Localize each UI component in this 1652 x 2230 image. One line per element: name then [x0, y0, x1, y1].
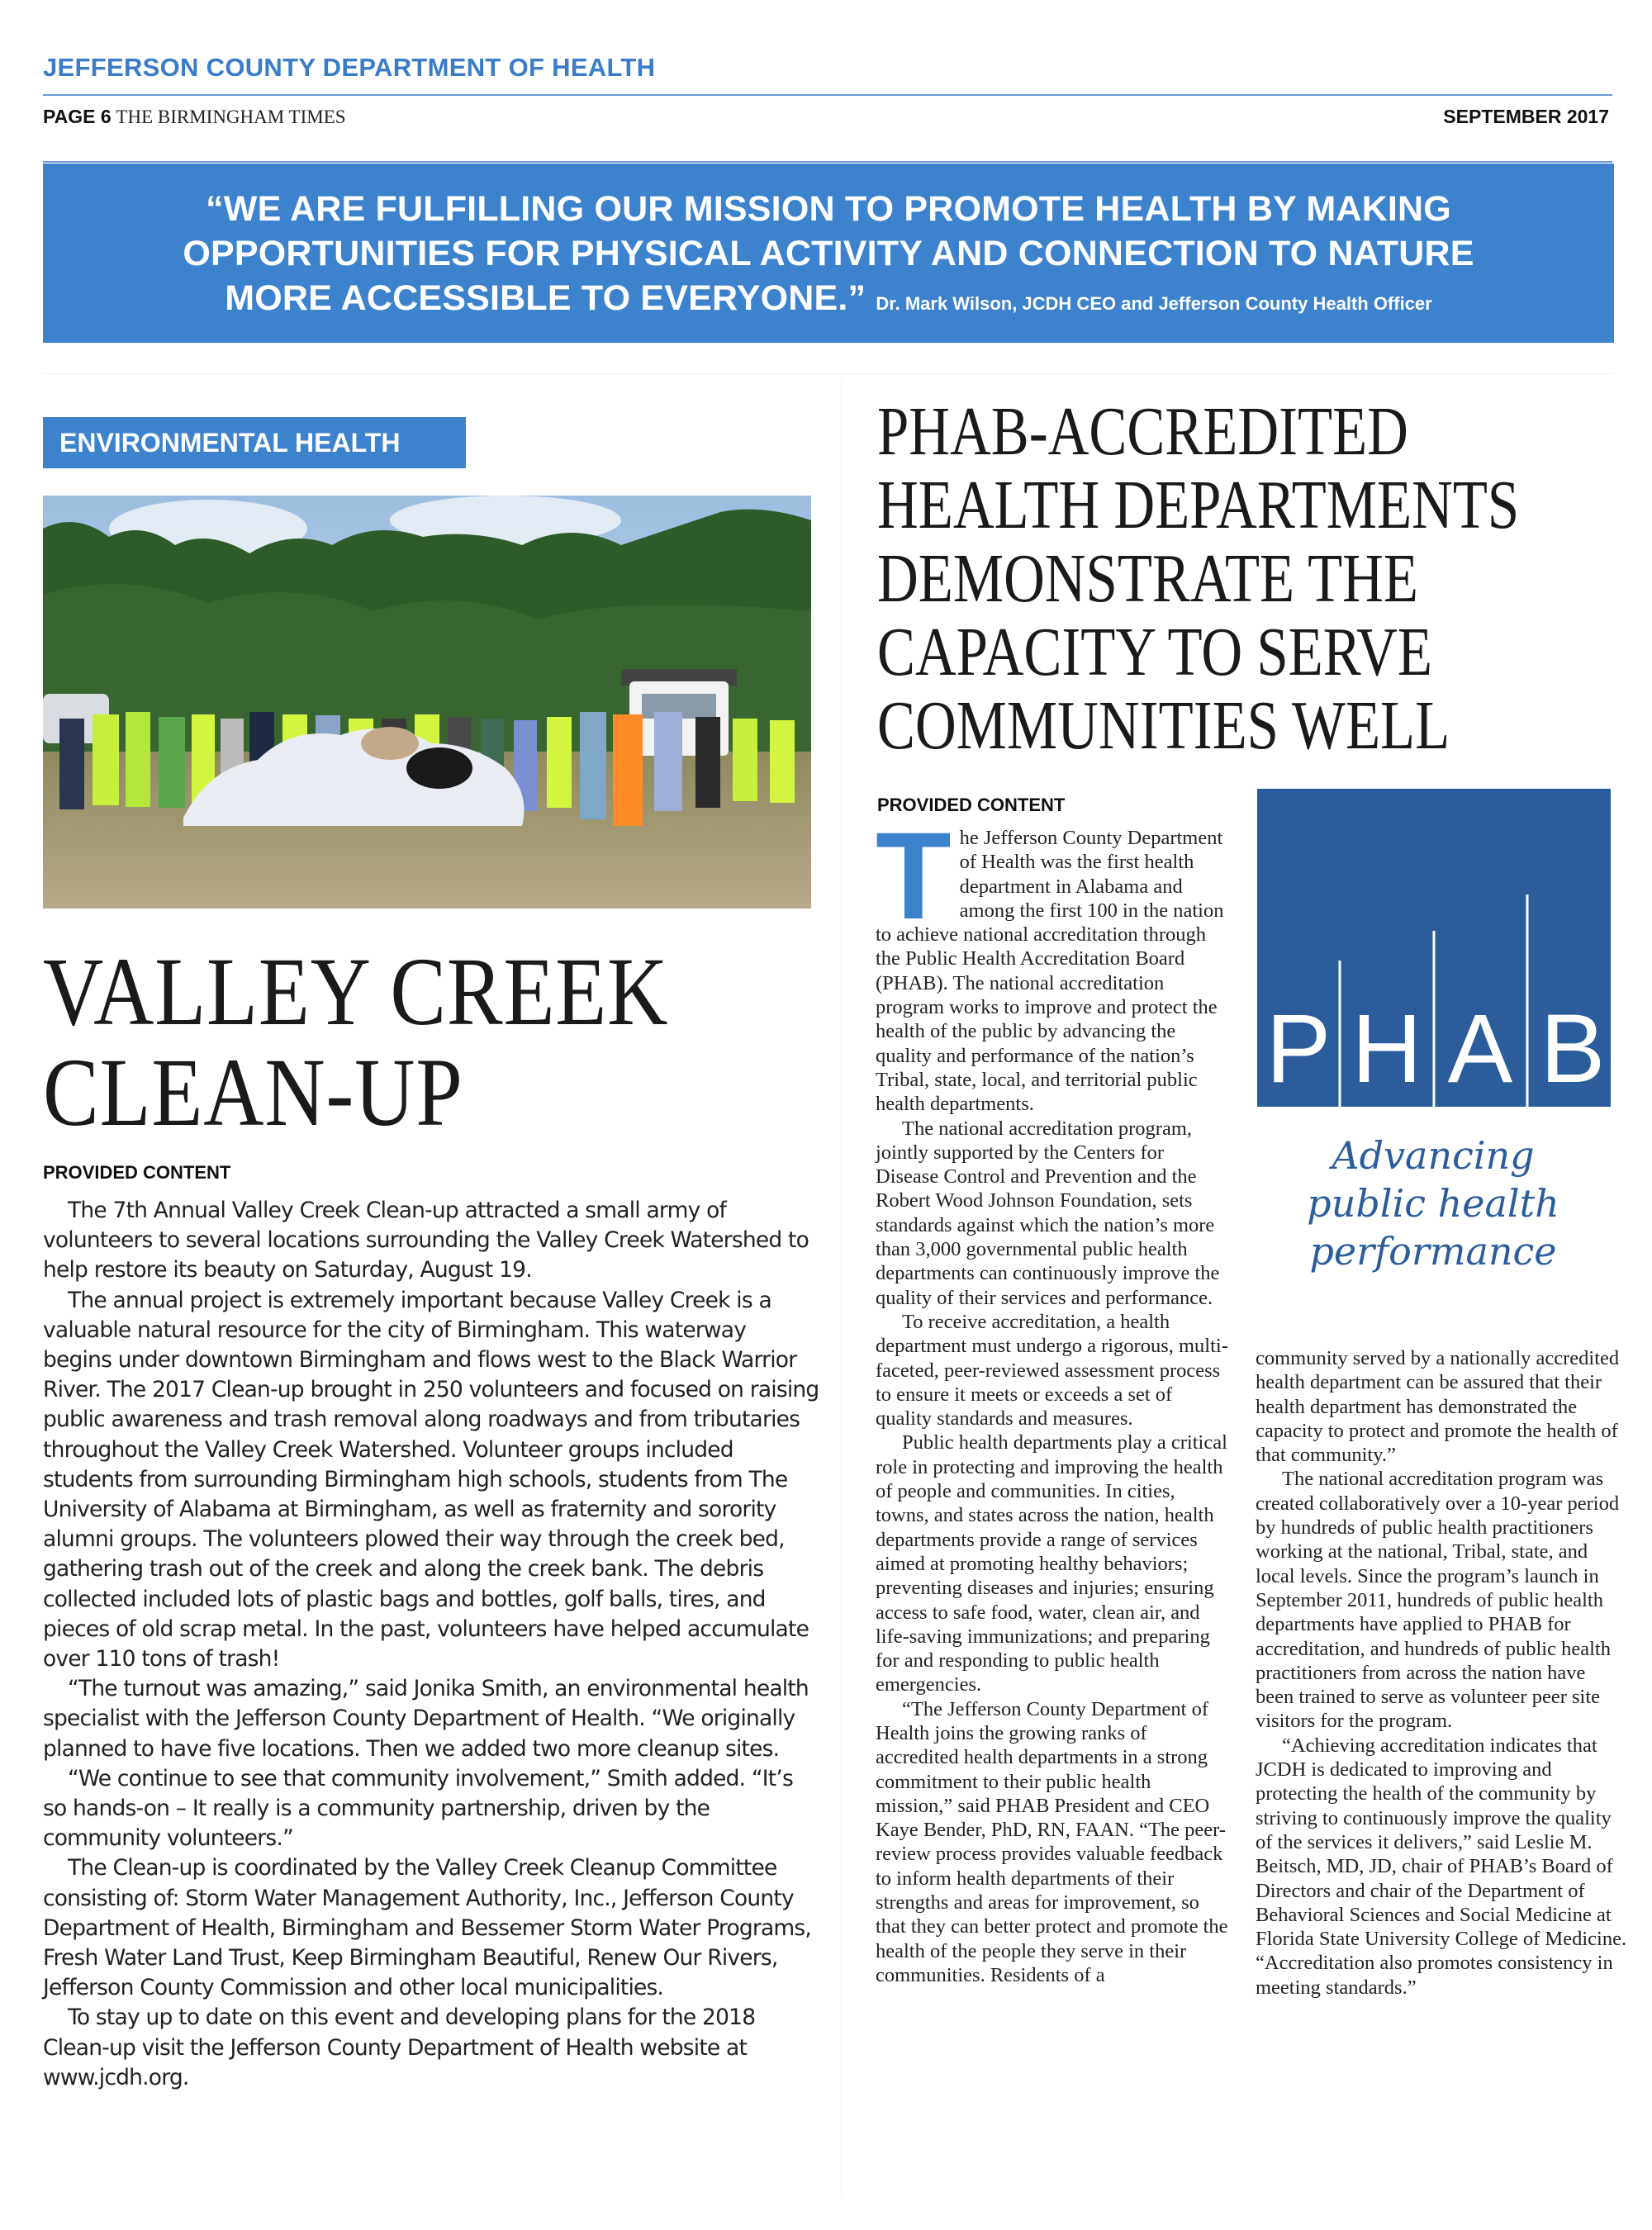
banner-quote-end: MORE ACCESSIBLE TO EVERYONE.” — [225, 278, 866, 318]
banner-quote-line: OPPORTUNITIES FOR PHYSICAL ACTIVITY AND CONNECTION TO NATURE — [183, 234, 1474, 273]
header-rule — [43, 94, 1612, 96]
tagline-line: public health — [1307, 1181, 1559, 1226]
paragraph: The 7th Annual Valley Creek Clean-up attracted a small army of volunteers to several locations surrounding the Valley Creek Watershed to help restore its beauty on Saturday, August 19. — [43, 1198, 809, 1283]
paragraph: “The Jefferson County Department of Health joins the growing ranks of accredited health departments in a strong commitment to their public health mission,” said PHAB President and CEO Kaye Bender, PhD, RN, FAAN. “The peer-review process provides valuable feedback to inform health departments of their strengths and areas for improvement, so that they can better protect and promote the health of the people they serve in their communities. Residents of a — [876, 1697, 1228, 1986]
page-number: PAGE 6 — [43, 106, 112, 127]
byline: PROVIDED CONTENT — [43, 1162, 231, 1183]
phab-logo-mark — [1257, 789, 1611, 1107]
paragraph-text: he Jefferson County Department of Health was the first health department in Alabama and among the first 100 in the nation to achieve national accreditation through the Public Health Accreditation Board (PHAB). The national accreditation program works to improve and protect the health of the public by advancing the quality and performance of the nation’s Tribal, state, local, and territorial public health departments. — [876, 827, 1224, 1116]
phab-logo — [1257, 789, 1611, 1107]
article-body — [43, 1196, 819, 2093]
publication-name: THE BIRMINGHAM TIMES — [116, 107, 346, 127]
column-divider — [841, 380, 842, 2197]
cleanup-photo — [43, 496, 811, 909]
headline-line: DEMONSTRATE THE — [877, 540, 1419, 617]
issue-date: SEPTEMBER 2017 — [1443, 106, 1609, 127]
paragraph: “We continue to see that community involvement,” Smith added. “It’s so hands-on – It really is a community partnership, driven by the community volunteers.” — [43, 1765, 794, 1852]
byline: PROVIDED CONTENT — [877, 795, 1066, 815]
black-trash-bag — [406, 747, 472, 789]
folio — [43, 106, 346, 128]
photo-illustration — [43, 496, 811, 909]
headline-line: VALLEY CREEK — [43, 937, 669, 1046]
debris — [361, 727, 419, 760]
logo-letter: A — [1447, 994, 1513, 1103]
paragraph: Public health departments play a critical role in protecting and improving the health of people and communities. In cities, towns, and states across the nation, health departments provide a range of services aimed at promoting healthy behaviors; preventing diseases and injuries; ensuring access to safe food, water, clean air, and life-saving immunizations; and preparing for and responding to public health emergencies. — [876, 1431, 1227, 1696]
paragraph: “Achieving accreditation indicates that JCDH is dedicated to improving and protecting the health of the community by striving to continuously improve the quality of the services it delivers,” said Leslie M. Beitsch, MD, JD, chair of PHAB’s Board of Directors and chair of the Department of Behavioral Sciences and Social Medicine at Florida State University College of Medicine. “Accreditation also promotes consistency in meeting standards.” — [1256, 1734, 1627, 1999]
banner-attribution: Dr. Mark Wilson, JCDH CEO and Jefferson County Health Officer — [876, 293, 1432, 314]
header-rule-lower — [43, 161, 1612, 163]
headline-line: HEALTH DEPARTMENTS — [877, 467, 1520, 543]
paragraph: The annual project is extremely important because Valley Creek is a valuable natural resource for the city of Birmingham. This waterway begins under downtown Birmingham and flows west to the Black Warrior River. The 2017 Clean-up brought in 250 volunteers and focused on raising public awareness and trash removal along roadways and from tributaries throughout the Valley Creek Watershed. Volunteer groups included students from surrounding Birmingham high schools, students from The University of Alabama at Birmingham, as well as fraternity and sorority alumni groups. The volunteers plowed their way through the creek bed, gathering trash out of the creek and along the creek bank. The debris collected included lots of plastic bags and bottles, golf balls, tires, and pieces of old scrap metal. In the past, volunteers have helped accumulate over 110 tons of trash! — [43, 1287, 819, 1672]
section-divider — [43, 373, 1612, 374]
paragraph: “The turnout was amazing,” said Jonika Smith, an environmental health specialist with the Jefferson County Department of Health. “We originally planned to have five locations. Then we added two more cleanup sites. — [43, 1676, 809, 1762]
headline-line: COMMUNITIES WELL — [877, 687, 1450, 764]
tagline-line: Advancing — [1332, 1133, 1535, 1178]
headline-line: CLEAN-UP — [43, 1038, 463, 1146]
quote-banner — [43, 164, 1614, 343]
drop-cap: T — [876, 806, 952, 945]
article-headline — [43, 937, 718, 1146]
paragraph: To receive accreditation, a health department must undergo a rigorous, multi-faceted, peer-reviewed assessment process to ensure it meets or exceeds a set of quality standards and measures. — [876, 1310, 1228, 1431]
logo-letter: P — [1265, 994, 1332, 1103]
banner-quote-line: “WE ARE FULFILLING OUR MISSION TO PROMOTE HEALTH BY MAKING — [206, 189, 1451, 229]
paragraph: The national accreditation program, jointly supported by the Centers for Disease Control and Prevention and the Robert Wood Johnson Foundation, sets standards against which the nation’s more than 3,000 governmental public health departments can continuously improve the quality of their services and performance. — [876, 1117, 1220, 1309]
logo-letter: B — [1540, 994, 1606, 1103]
phab-headline — [877, 395, 1527, 762]
headline-line: CAPACITY TO SERVE — [877, 614, 1432, 690]
banner-quote-line — [43, 276, 1614, 326]
phab-tagline — [1256, 1132, 1611, 1275]
phab-body-column-1 — [876, 806, 1231, 1987]
paragraph: community served by a nationally accredited health department can be assured that their health department has demonstrated the capacity to protect and promote the health of that community.” — [1256, 1347, 1620, 1467]
paragraph: The Clean-up is coordinated by the Valley Creek Cleanup Committee consisting of: Storm Water Management Authority, Inc., Jefferson County Department of Health, Birmingham and Bessemer Storm Water Programs, Fresh Water Land Trust, Keep Birmingham Beautiful, Renew Our Rivers, Jefferson County Commission and other local municipalities. — [43, 1855, 812, 2001]
phab-body-column-2 — [1256, 1346, 1627, 2000]
section-tag: ENVIRONMENTAL HEALTH — [43, 417, 466, 468]
paragraph: To stay up to date on this event and developing plans for the 2018 Clean-up visit the Jefferson County Department of Health website at www.jcdh.org. — [43, 2005, 756, 2090]
tagline-line: performance — [1309, 1229, 1557, 1274]
banner-quote — [43, 164, 1614, 326]
logo-letter: H — [1351, 994, 1422, 1103]
paragraph: The national accreditation program was created collaboratively over a 10-year period by hundreds of public health practitioners working at the national, Tribal, state, and local levels. Since the program’s launch in September 2011, hundreds of public health departments have applied to PHAB for accreditation, and hundreds of public health practitioners from across the nation have been trained to serve as volunteer peer site visitors for the program. — [1256, 1468, 1620, 1733]
paragraph — [876, 806, 1231, 1117]
headline-line: PHAB-ACCREDITED — [877, 393, 1408, 470]
department-title: JEFFERSON COUNTY DEPARTMENT OF HEALTH — [43, 53, 656, 82]
